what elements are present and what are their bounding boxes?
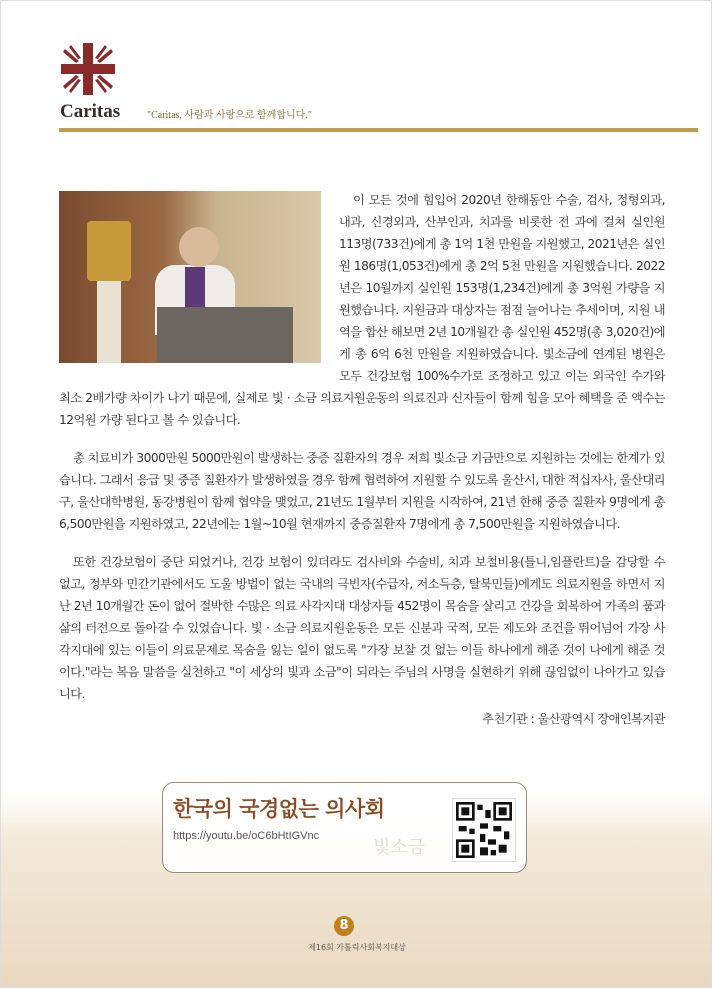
footer-caption: 제16회 가톨릭사회복지대상: [308, 943, 406, 952]
header-divider: [59, 128, 698, 132]
article-body: [59, 189, 665, 729]
qr-code-icon[interactable]: [452, 798, 516, 862]
recommender-credit: 추천기관 : 울산광역시 장애인복지관: [482, 712, 665, 726]
article-paragraph: 이 모든 것에 힘입어 2020년 한해동안 수술, 검사, 정형외과, 내과, 신경외과, 산부인과, 치과를 비롯한 전 과에 걸쳐 실인원 113명(733건)에게 총 1억 1천 만원을 지원했고, 2021년은 실인원 186명(1,053건)에게 총 2억 5천 만원을 지원했습니다. 2022년은 10월까지 실인원 153명(1,234건)에게 총 3억원 가량을 지원했습니다. 지원금과 대상자는 점점 늘어나는 추세이며, 지원 내역을 합산 해보면 2년 10개월간 총 실인원 452명(총 3,020건)에게 총 6억 6천 만원을 지원하였습니다. 빛소금에 연계된 병원은 모두 건강보험 100%수가로 조정하고 있고 이는 외국인 수가와 최소 2배가량 차이가 나기 때문에, 실제로 빛 · 소금 의료지원운동의 의료진과 신자들이 함께 힘을 모아 혜택을 준 액수는 12억원 가량 된다고 볼 수 있습니다.: [59, 193, 665, 427]
caritas-logo-icon: [61, 43, 115, 95]
promo-watermark: 빛소금: [373, 837, 426, 858]
article-photo-priest-at-lectern: [59, 191, 321, 363]
promo-url-link[interactable]: https://youtu.be/oC6bHtIGVnc: [173, 830, 320, 842]
article-paragraph: 총 치료비가 3000만원 5000만원이 발생하는 중증 질환자의 경우 저희 빛소금 기금만으로 지원하는 것에는 한계가 있습니다. 그래서 응급 및 중증 질환자가 발생하였을 경우 함께 협력하여 지원할 수 있도록 울산시, 대한 적십자사, 울산대리구, 울산대학병원, 동강병원이 함께 협약을 맺었고, 21년도 1월부터 지원을 시작하여, 21년 한해 중증 질환자 9명에게 총 6,500만원을 지원하였고, 22년에는 1월~10월 현재까지 중증질환자 7명에게 총 7,500만원을 지원하였습니다.: [59, 451, 665, 531]
promo-title: 한국의 국경없는 의사회: [173, 797, 385, 821]
article-paragraph: 또한 건강보험이 중단 되었거나, 건강 보험이 있더라도 검사비와 수술비, 치과 보철비용(틀니,임플란트)을 감당할 수 없고, 정부와 민간기관에서도 도울 방법이 없는 국내의 극빈자(수급자, 저소득층, 탈북민들)에게도 의료지원을 하면서 지난 2년 10개월간 돈이 없어 절박한 수많은 의료 사각지대 대상자들 452명이 목숨을 살리고 건강을 회복하여 가족의 품과 삶의 터전으로 돌아갈 수 있었습니다. 빛 · 소금 의료지원운동은 모든 신분과 국적, 모든 제도와 조건을 뛰어넘어 가장 사각지대에 있는 이들이 의료문제로 목숨을 잃는 일이 없도록 "가장 보잘 것 없는 이들 하나에게 해준 것이 나에게 해준 것이다."라는 복음 말씀을 실천하고 "이 세상의 빛과 소금"이 되라는 주님의 사명을 실현하기 위해 끊임없이 나아가고 있습니다.: [59, 555, 665, 701]
brand-slogan: "Caritas, 사람과 사랑으로 함께합니다.": [147, 110, 312, 121]
page-number: 8: [334, 916, 354, 936]
brand-name: Caritas: [60, 101, 121, 122]
video-promo-box[interactable]: [162, 782, 527, 873]
